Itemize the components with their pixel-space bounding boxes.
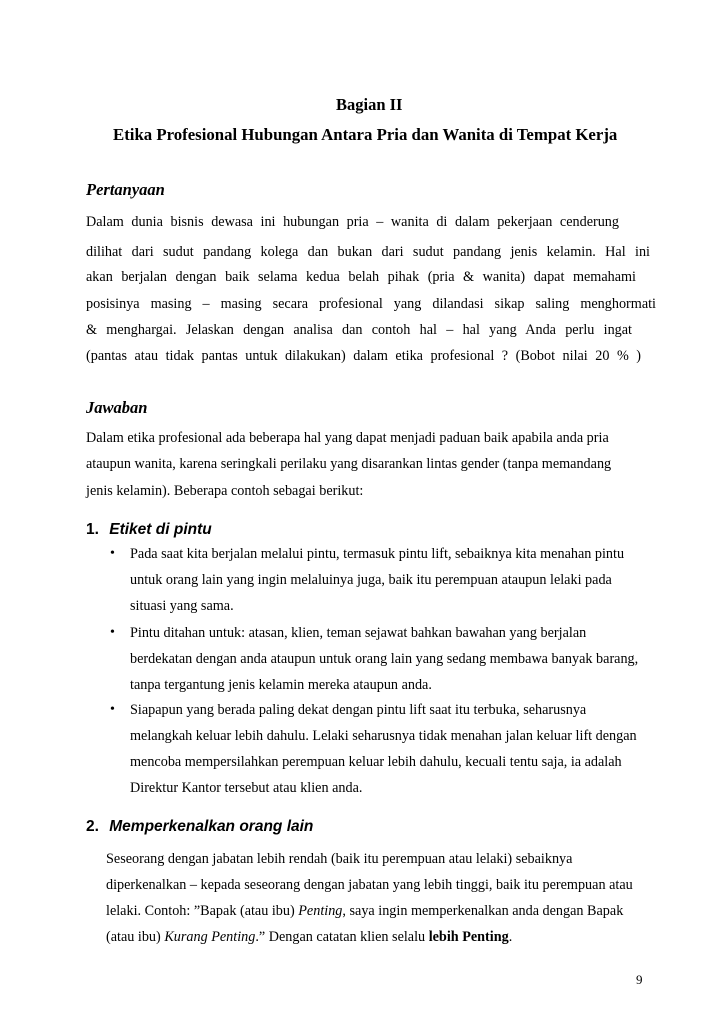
section-1-number: 1. bbox=[86, 521, 99, 538]
section-2-line3-pre: lelaki. Contoh: ”Bapak (atau ibu) bbox=[106, 903, 299, 919]
bullet-1-line: untuk orang lain yang ingin melaluinya juga, baik itu perempuan ataupun lelaki pada bbox=[130, 572, 612, 588]
bullet-3-line: melangkah keluar lebih dahulu. Lelaki seharusnya tidak menahan jalan keluar lift dengan bbox=[130, 728, 637, 744]
bullet-3-line: Direktur Kantor tersebut atau klien anda. bbox=[130, 780, 363, 796]
bullet-3-marker: • bbox=[110, 702, 115, 717]
question-line: (pantas atau tidak pantas untuk dilakukan) dalam etika profesional ? (Bobot nilai 20 % ) bbox=[86, 348, 641, 364]
section-2-line4-mid: .” Dengan catatan klien selalu bbox=[255, 929, 429, 945]
section-2-line bbox=[106, 902, 623, 920]
question-line: Dalam dunia bisnis dewasa ini hubungan pria – wanita di dalam pekerjaan cenderung bbox=[86, 214, 619, 230]
question-line: & menghargai. Jelaskan dengan analisa dan contoh hal – hal yang Anda perlu ingat bbox=[86, 322, 632, 338]
question-heading: Pertanyaan bbox=[86, 180, 165, 199]
page-title: Etika Profesional Hubungan Antara Pria dan Wanita di Tempat Kerja bbox=[113, 125, 618, 144]
bullet-1-line: Pada saat kita berjalan melalui pintu, termasuk pintu lift, sebaiknya kita menahan pintu bbox=[130, 546, 625, 562]
section-2-line4-post: . bbox=[508, 929, 513, 945]
bullet-2-marker: • bbox=[110, 625, 115, 640]
section-2-line4-pre: (atau ibu) bbox=[106, 929, 165, 945]
section-2-line bbox=[106, 928, 512, 946]
bullet-3-line: mencoba mempersilahkan perempuan keluar lebih dahulu, kecuali tentu saja, ia adalah bbox=[130, 754, 622, 770]
bullet-1-line: situasi yang sama. bbox=[130, 598, 234, 614]
section-2-heading bbox=[86, 817, 313, 837]
answer-line: ataupun wanita, karena seringkali perilaku yang disarankan lintas gender (tanpa memandang bbox=[86, 456, 612, 472]
answer-heading: Jawaban bbox=[86, 398, 148, 417]
bullet-3-line: Siapapun yang berada paling dekat dengan pintu lift saat itu terbuka, seharusnya bbox=[130, 702, 587, 718]
section-2-line4-bold: lebih Penting bbox=[428, 929, 509, 945]
section-2-line3-post: , saya ingin memperkenalkan anda dengan Bapak bbox=[342, 903, 624, 919]
section-2-number: 2. bbox=[86, 818, 99, 835]
section-2-line: Seseorang dengan jabatan lebih rendah (baik itu perempuan atau lelaki) sebaiknya bbox=[106, 851, 573, 867]
page-number: 9 bbox=[636, 972, 643, 987]
bullet-2-line: tanpa tergantung jenis kelamin mereka ataupun anda. bbox=[130, 677, 432, 693]
bullet-2-line: Pintu ditahan untuk: atasan, klien, teman sejawat bahkan bawahan yang berjalan bbox=[130, 625, 587, 641]
question-line: dilihat dari sudut pandang kolega dan bukan dari sudut pandang jenis kelamin. Hal ini bbox=[86, 244, 650, 260]
section-2-line: diperkenalkan – kepada seseorang dengan jabatan yang lebih tinggi, baik itu perempuan atau bbox=[106, 877, 633, 893]
answer-line: jenis kelamin). Beberapa contoh sebagai berikut: bbox=[86, 483, 364, 499]
section-2-line3-italic: Penting bbox=[298, 903, 343, 919]
section-1-title: Etiket di pintu bbox=[109, 521, 212, 538]
question-line: akan berjalan dengan baik selama kedua belah pihak (pria & wanita) dapat memahami bbox=[86, 269, 636, 285]
answer-line: Dalam etika profesional ada beberapa hal yang dapat menjadi paduan baik apabila anda pria bbox=[86, 430, 609, 446]
section-1-heading bbox=[86, 520, 212, 540]
bullet-2-line: berdekatan dengan anda ataupun untuk orang lain yang sedang membawa banyak barang, bbox=[130, 651, 639, 667]
bullet-1-marker: • bbox=[110, 546, 115, 561]
section-2-title: Memperkenalkan orang lain bbox=[109, 818, 314, 835]
question-line: posisinya masing – masing secara profesional yang dilandasi sikap saling menghormati bbox=[86, 296, 656, 312]
section-label: Bagian II bbox=[336, 95, 403, 114]
section-2-line4-italic: Kurang Penting bbox=[164, 929, 256, 945]
